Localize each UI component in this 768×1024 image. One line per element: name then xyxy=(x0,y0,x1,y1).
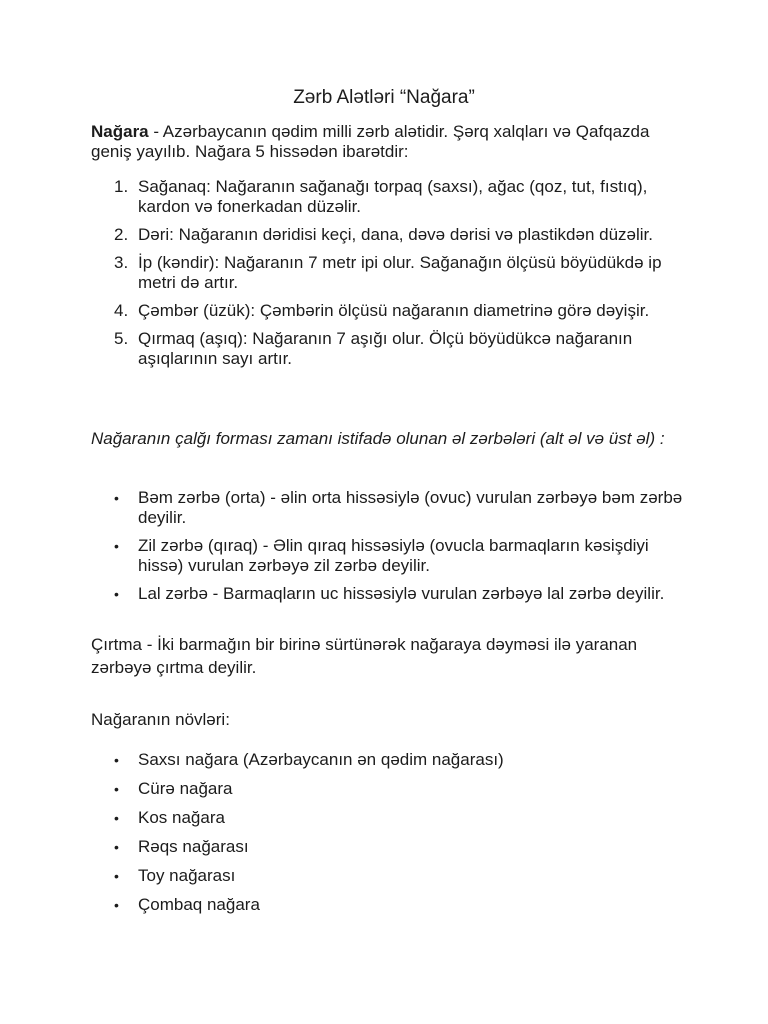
list-number: 1. xyxy=(114,177,129,196)
list-item-text: Kos nağara xyxy=(138,808,225,827)
list-item-text: Bəm zərbə (orta) - əlin orta hissəsiylə (ovuc) vurulan zərbəyə bəm zərbə deyilir. xyxy=(138,488,683,527)
parts-list xyxy=(91,177,691,377)
list-item-text: Rəqs nağarası xyxy=(138,837,249,856)
list-item xyxy=(91,177,691,217)
bullet-icon: • xyxy=(114,868,119,884)
bullet-icon: • xyxy=(114,897,119,913)
list-item xyxy=(91,866,691,895)
list-item-text: Cürə nağara xyxy=(138,779,233,798)
intro-paragraph xyxy=(91,122,691,162)
bullet-icon: • xyxy=(114,586,119,602)
list-item xyxy=(91,536,691,576)
bullet-icon: • xyxy=(114,810,119,826)
list-item xyxy=(91,584,691,604)
bullet-icon: • xyxy=(114,538,119,554)
list-item-text: Qırmaq (aşıq): Nağaranın 7 aşığı olur. Ölçü böyüdükcə nağaranın aşıqlarının sayı artır. xyxy=(138,329,633,368)
list-number: 4. xyxy=(114,301,129,320)
strokes-heading: Nağaranın çalğı forması zamanı istifadə olunan əl zərbələri (alt əl və üst əl) : xyxy=(91,429,665,448)
types-list xyxy=(91,750,691,924)
bullet-icon: • xyxy=(114,781,119,797)
list-item xyxy=(91,329,691,369)
list-item-text: İp (kəndir): Nağaranın 7 metr ipi olur. Sağanağın ölçüsü böyüdükdə ip metri də artır. xyxy=(138,253,662,292)
list-item-text: Sağanaq: Nağaranın sağanağı torpaq (saxsı), ağac (qoz, tut, fıstıq), kardon və fonerkadan düzəlir. xyxy=(138,177,648,216)
list-item xyxy=(91,837,691,866)
list-number: 5. xyxy=(114,329,129,348)
bullet-icon: • xyxy=(114,490,119,506)
types-heading: Nağaranın növləri: xyxy=(91,710,230,729)
list-item-text: Zil zərbə (qıraq) - Əlin qıraq hissəsiylə (ovucla barmaqların kəsişdiyi hissə) vurulan zərbəyə zil zərbə deyilir. xyxy=(138,536,649,575)
intro-text: - Azərbaycanın qədim milli zərb alətidir. Şərq xalqları və Qafqazda geniş yayılıb. Nağara 5 hissədən ibarətdir: xyxy=(91,122,650,161)
list-item-text: Lal zərbə - Barmaqların uc hissəsiylə vurulan zərbəyə lal zərbə deyilir. xyxy=(138,584,665,603)
strokes-list xyxy=(91,488,691,612)
list-item-text: Saxsı nağara (Azərbaycanın ən qədim nağarası) xyxy=(138,750,504,769)
list-item xyxy=(91,750,691,779)
list-number: 3. xyxy=(114,253,129,272)
document-title: Zərb Alətləri “Nağara” xyxy=(293,87,475,108)
list-item xyxy=(91,225,691,245)
list-number: 2. xyxy=(114,225,129,244)
list-item-text: Toy nağarası xyxy=(138,866,236,885)
list-item xyxy=(91,808,691,837)
list-item xyxy=(91,253,691,293)
list-item xyxy=(91,895,691,924)
list-item-text: Dəri: Nağaranın dəridisi keçi, dana, dəvə dərisi və plastikdən düzəlir. xyxy=(138,225,653,244)
list-item-text: Çombaq nağara xyxy=(138,895,260,914)
list-item xyxy=(91,488,691,528)
intro-bold-term: Nağara xyxy=(91,122,149,141)
cirtma-paragraph: Çırtma - İki barmağın bir birinə sürtünərək nağaraya dəyməsi ilə yaranan zərbəyə çırtma deyilir. xyxy=(91,635,638,677)
bullet-icon: • xyxy=(114,839,119,855)
list-item xyxy=(91,301,691,321)
list-item xyxy=(91,779,691,808)
list-item-text: Çəmbər (üzük): Çəmbərin ölçüsü nağaranın diametrinə görə dəyişir. xyxy=(138,301,650,320)
bullet-icon: • xyxy=(114,752,119,768)
